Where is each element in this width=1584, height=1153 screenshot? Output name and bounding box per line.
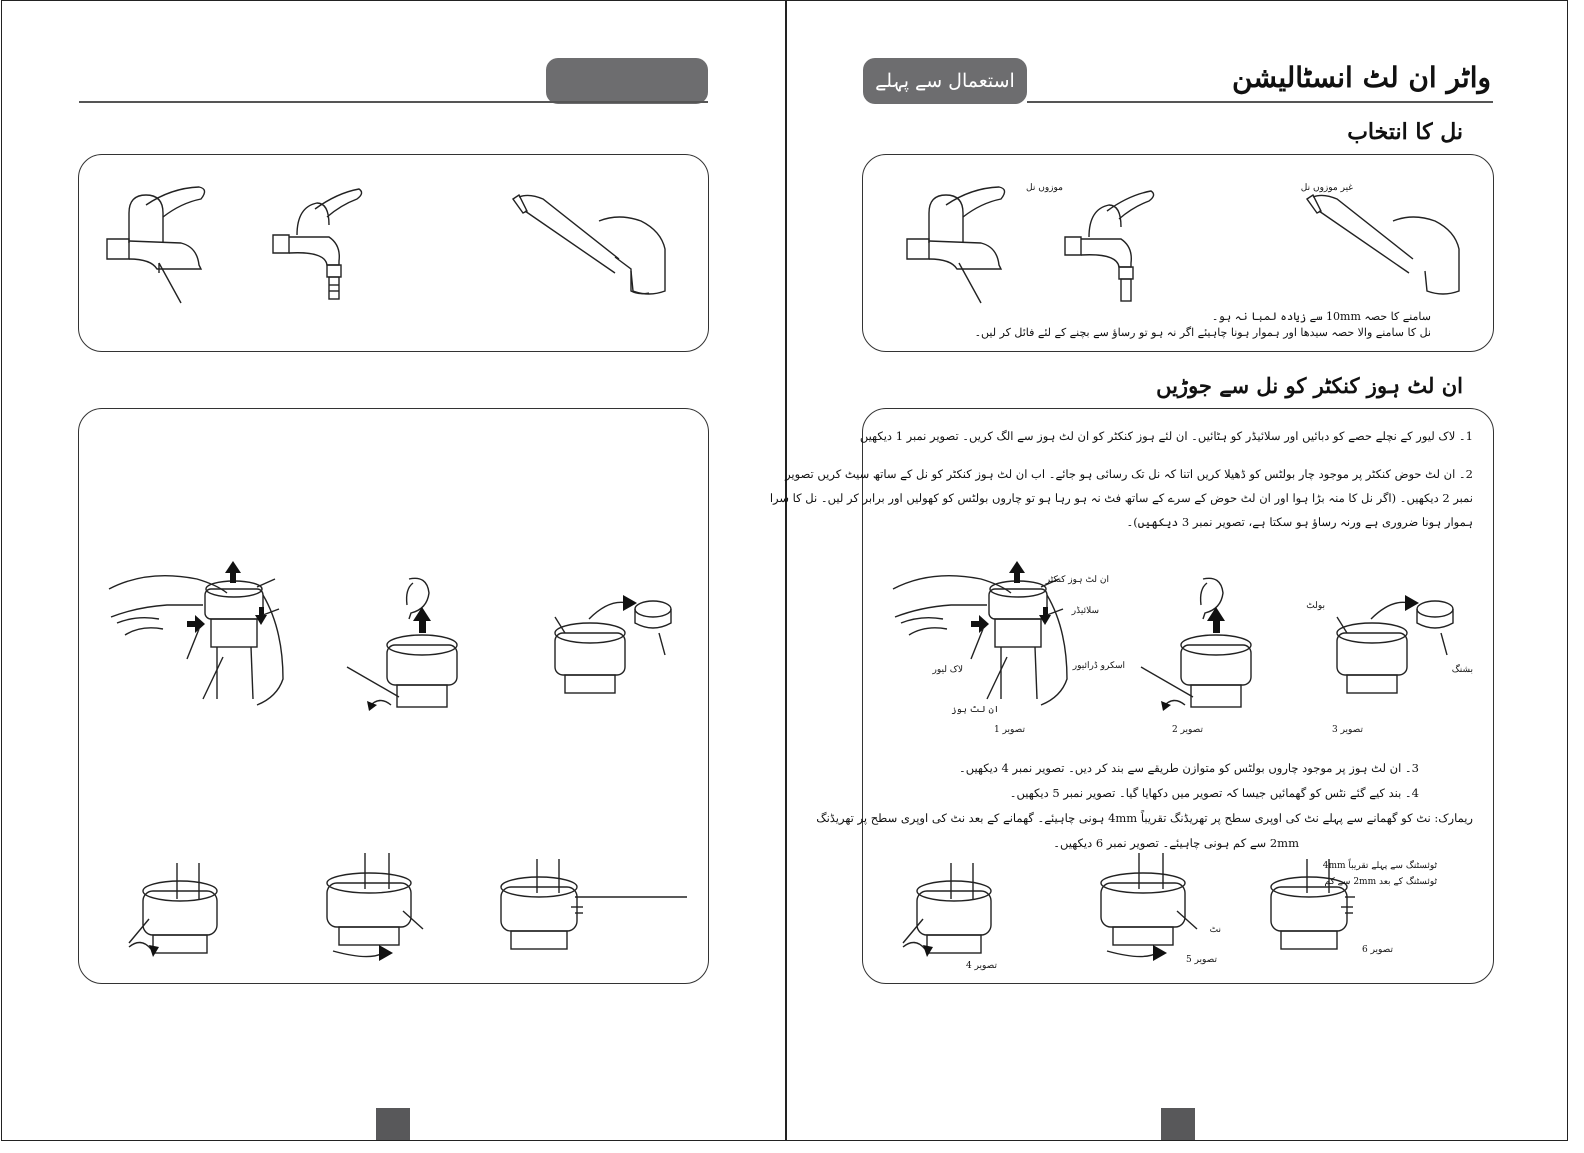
left-page — [1, 0, 786, 1141]
left-header-rule — [79, 101, 708, 103]
note-line-1: سامنے کا حصہ 10mm سے زیادہ لمبا نہ ہو۔ — [1211, 310, 1431, 323]
figure-6-caption: تصویر 6 — [1361, 945, 1393, 955]
faucet-icon — [901, 183, 1021, 308]
section-title-tap-selection: نل کا انتخاب — [1347, 119, 1463, 145]
right-faucet-box — [862, 154, 1494, 352]
label-screwdriver: اسکرو ڈرائیور — [1072, 661, 1125, 671]
faucet-icon — [1059, 187, 1169, 312]
step-3-text: 3۔ ان لٹ ہوز پر موجود چاروں بولٹس کو متوازن طریقے سے بند کر دیں۔ تصویر نمبر 4 دیکھیں۔ — [958, 761, 1419, 775]
figure-illustration — [549, 589, 679, 699]
left-faucet-box — [78, 154, 709, 352]
figure-illustration — [129, 859, 239, 979]
figure-3-caption: تصویر 3 — [1331, 725, 1363, 735]
remark-line-2: 2mm سے کم ہونی چاہیئے۔ تصویر نمبر 6 دیکھیں۔ — [1053, 836, 1299, 850]
faucet-icon — [509, 191, 679, 301]
step-1-text: 1۔ لاک لیور کے نچلے حصے کو دبائیں اور سلائیڈر کو ہٹائیں۔ ان لئے ہوز کنکٹر کو ان لٹ ہوز سے الگ کریں۔ تصویر نمبر 1 دیکھیں — [859, 429, 1473, 443]
label-inlet-hose: ان لٹ ہوز — [951, 705, 999, 715]
step-2-line-3: ہموار ہونا ضروری ہے ورنہ رساؤ ہو سکتا ہے، تصویر نمبر 3 دیکھیں)۔ — [1126, 515, 1473, 529]
figure-illustration — [1141, 569, 1261, 719]
label-suitable-tap: موزوں نل — [1026, 183, 1063, 193]
page-number — [376, 1108, 410, 1140]
remark-line-1: ریمارک: نٹ کو گھمانے سے پہلے نٹ کی اوپری سطح پر تھریڈنگ تقریباً 4mm ہونی چاہیئے۔ گھمانے کے بعد نٹ کی اوپری سطح پر تھریڈنگ — [816, 811, 1473, 825]
step-2-line-2: نمبر 2 دیکھیں۔ (اگر نل کا منہ بڑا ہوا اور ان لٹ حوض کے سرے کے ساتھ فٹ نہ ہو رہا ہو تو چاروں بولٹس کو کھولیں اور برابر کر لیں۔ نل کا سرا — [769, 491, 1473, 505]
note-line-2: نل کا سامنے والا حصہ سیدھا اور ہموار ہونا چاہیئے اگر نہ ہو تو رساؤ سے بچنے کے لئے فائل کر لیں۔ — [974, 326, 1431, 339]
figure-4-caption: تصویر 4 — [965, 961, 997, 971]
figure-illustration — [891, 559, 1071, 709]
label-before-twisting: ٹوئسٹنگ سے پہلے تقریباً 4mm — [1322, 861, 1437, 871]
right-page — [769, 0, 1568, 1141]
label-unsuitable-tap: غیر موزوں نل — [1300, 183, 1353, 193]
label-bushing: بشنگ — [1451, 665, 1473, 675]
step-4-text: 4۔ بند کیے گئے نٹس کو گھمائیں جیسا کہ تصویر میں دکھایا گیا۔ تصویر نمبر 5 دیکھیں۔ — [1009, 786, 1419, 800]
label-inlet-hose-connector: ان لٹ ہوز کنکٹر — [1045, 575, 1109, 585]
page-number — [1161, 1108, 1195, 1140]
label-nut: نٹ — [1209, 925, 1221, 935]
figure-2-caption: تصویر 2 — [1171, 725, 1203, 735]
right-header-tab: استعمال سے پہلے — [863, 58, 1027, 104]
figure-5-caption: تصویر 5 — [1185, 955, 1217, 965]
right-steps-box — [769, 408, 1494, 984]
figure-illustration — [499, 849, 689, 969]
figure-illustration — [107, 559, 287, 709]
figure-illustration — [347, 569, 467, 719]
label-after-twisting: ٹوئسٹنگ کے بعد 2mm سے کم — [1324, 877, 1437, 887]
label-slider: سلائیڈر — [1071, 606, 1099, 616]
page-title: واٹر ان لٹ انسٹالیشن — [1232, 61, 1491, 94]
label-bolt: بولٹ — [1306, 601, 1325, 611]
step-2-line-1: 2۔ ان لٹ حوض کنکٹر پر موجود چار بولٹس کو ڈھیلا کریں اتنا کہ نل تک رسائی ہو جائے۔ اب ان لٹ ہوز کنکٹر کو نل کے ساتھ سیٹ کریں تصویر — [785, 467, 1473, 481]
left-steps-box — [78, 408, 709, 984]
section-title-connect-hose: ان لٹ ہوز کنکٹر کو نل سے جوڑیں — [1156, 373, 1463, 398]
right-header-rule — [1027, 101, 1493, 103]
figure-illustration — [1331, 589, 1461, 699]
figure-1-caption: تصویر 1 — [993, 725, 1025, 735]
faucet-icon — [101, 183, 221, 308]
faucet-icon — [267, 185, 377, 310]
faucet-icon — [1303, 191, 1473, 301]
left-header-tab — [546, 58, 708, 104]
label-lock-lever: لاک لیور — [932, 665, 963, 675]
figure-illustration — [319, 849, 439, 979]
